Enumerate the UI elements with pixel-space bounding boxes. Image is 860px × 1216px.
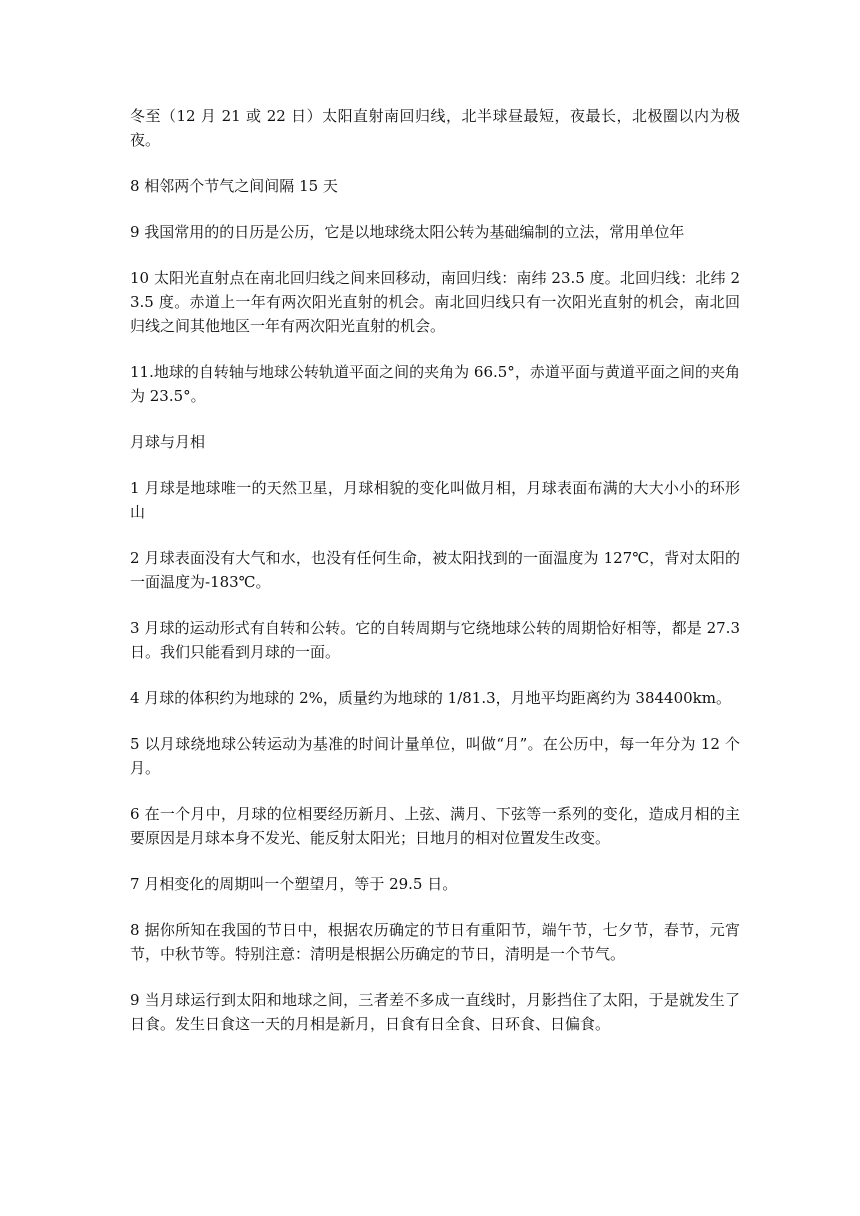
paragraph-month-unit: 5 以月球绕地球公转运动为基准的时间计量单位，叫做“月”。在公历中，每一年分为 12 个月。 <box>130 735 740 777</box>
paragraph-winter-solstice: 冬至（12 月 21 或 22 日）太阳直射南回归线，北半球昼最短，夜最长，北极圈以内为极夜。 <box>130 107 740 149</box>
paragraph-moon-satellite: 1 月球是地球唯一的天然卫星，月球相貌的变化叫做月相，月球表面布满的大大小小的环形山 <box>130 479 740 521</box>
paragraph-direct-sunlight: 10 太阳光直射点在南北回归线之间来回移动，南回归线：南纬 23.5 度。北回归线：北纬 23.5 度。赤道上一年有两次阳光直射的机会。南北回归线只有一次阳光直射的机会，南北回归线之间其他地区一年有两次阳光直射的机会。 <box>130 269 740 335</box>
paragraph-moon-phases: 6 在一个月中，月球的位相要经历新月、上弦、满月、下弦等一系列的变化，造成月相的主要原因是月球本身不发光、能反射太阳光；日地月的相对位置发生改变。 <box>130 805 740 847</box>
paragraph-moon-size: 4 月球的体积约为地球的 2%，质量约为地球的 1/81.3，月地平均距离约为 384400km。 <box>130 689 731 707</box>
paragraph-moon-surface: 2 月球表面没有大气和水，也没有任何生命，被太阳找到的一面温度为 127℃，背对太阳的一面温度为-183℃。 <box>130 549 740 591</box>
paragraph-calendar: 9 我国常用的的日历是公历，它是以地球绕太阳公转为基础编制的立法，常用单位年 <box>130 223 685 241</box>
paragraph-solar-eclipse: 9 当月球运行到太阳和地球之间，三者差不多成一直线时，月影挡住了太阳，于是就发生了日食。发生日食这一天的月相是新月，日食有日全食、日环食、日偏食。 <box>130 991 740 1033</box>
paragraph-synodic-month: 7 月相变化的周期叫一个塑望月，等于 29.5 日。 <box>130 875 458 893</box>
paragraph-festivals: 8 据你所知在我国的节日中，根据农历确定的节日有重阳节，端午节，七夕节，春节，元宵节，中秋节等。特别注意：清明是根据公历确定的节日，清明是一个节气。 <box>130 921 740 963</box>
paragraph-solar-term-interval: 8 相邻两个节气之间间隔 15 天 <box>130 177 338 195</box>
paragraph-moon-motion: 3 月球的运动形式有自转和公转。它的自转周期与它绕地球公转的周期恰好相等，都是 27.3 日。我们只能看到月球的一面。 <box>130 619 740 661</box>
document-body <box>130 104 740 1058</box>
paragraph-axis-angle: 11.地球的自转轴与地球公转轨道平面之间的夹角为 66.5°，赤道平面与黄道平面之间的夹角为 23.5°。 <box>130 363 740 405</box>
section-heading-moon: 月球与月相 <box>130 433 206 451</box>
